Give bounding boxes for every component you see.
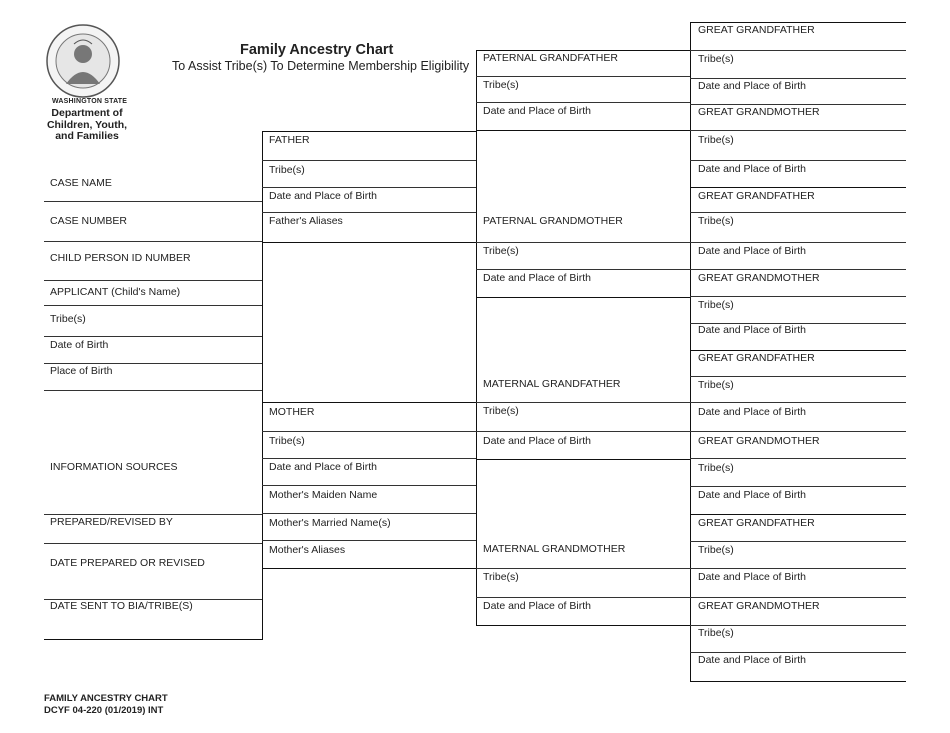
pgf-birth-label: Date and Place of Birth <box>483 105 591 117</box>
ggf1-name-field[interactable] <box>690 50 906 51</box>
mgm-tribes-field[interactable] <box>476 597 690 598</box>
mother-birth-field[interactable] <box>262 485 476 486</box>
page-subtitle: To Assist Tribe(s) To Determine Membership Eligibility <box>172 59 470 73</box>
ggf3-name-field[interactable] <box>690 376 906 377</box>
ggf1-label: GREAT GRANDFATHER <box>698 24 815 36</box>
agency-name-line1: Department of <box>51 107 123 119</box>
pgf-top-rule <box>476 50 690 51</box>
father-top-rule <box>262 131 476 132</box>
father-name-field[interactable] <box>262 160 476 161</box>
ggm3-name-field[interactable] <box>690 458 906 459</box>
great-grandparents-column-divider <box>690 22 691 682</box>
ggf2-tribes-field[interactable] <box>690 242 906 243</box>
pgf-name-field[interactable] <box>476 76 690 77</box>
applicant-pob-field[interactable] <box>44 390 263 391</box>
ggm1-birth-field[interactable] <box>690 187 906 188</box>
mother-birth-label: Date and Place of Birth <box>269 461 377 473</box>
ggf3-birth-label: Date and Place of Birth <box>698 406 806 418</box>
mother-married-label: Mother's Married Name(s) <box>269 517 391 529</box>
ggm3-birth-label: Date and Place of Birth <box>698 489 806 501</box>
ggm3-birth-field[interactable] <box>690 514 906 515</box>
ggf3-label: GREAT GRANDFATHER <box>698 352 815 364</box>
mgf-tribes-label: Tribe(s) <box>483 405 519 417</box>
info-sources-label: INFORMATION SOURCES <box>50 461 178 473</box>
ggm3-label: GREAT GRANDMOTHER <box>698 435 820 447</box>
ggm4-birth-label: Date and Place of Birth <box>698 654 806 666</box>
ggm3-tribes-label: Tribe(s) <box>698 462 734 474</box>
pgm-label: PATERNAL GRANDMOTHER <box>483 215 623 227</box>
info-sources-field[interactable] <box>44 514 263 515</box>
ggm4-tribes-label: Tribe(s) <box>698 627 734 639</box>
ggf1-tribes-label: Tribe(s) <box>698 53 734 65</box>
agency-name-line3: and Families <box>55 130 119 142</box>
state-seal-icon <box>44 22 122 100</box>
mgf-label: MATERNAL GRANDFATHER <box>483 378 621 390</box>
pgm-tribes-label: Tribe(s) <box>483 245 519 257</box>
applicant-label: APPLICANT (Child's Name) <box>50 286 181 298</box>
ggf1-top-rule <box>690 22 906 23</box>
father-birth-label: Date and Place of Birth <box>269 190 377 202</box>
ggm2-birth-field[interactable] <box>690 350 906 351</box>
father-label: FATHER <box>269 134 310 146</box>
pgf-tribes-field[interactable] <box>476 102 690 103</box>
pgm-tribes-field[interactable] <box>476 269 690 270</box>
applicant-pob-label: Place of Birth <box>50 365 113 377</box>
ggm1-name-field[interactable] <box>690 130 906 131</box>
form-footer-code: DCYF 04-220 (01/2019) INT <box>44 705 164 716</box>
case-name-field[interactable] <box>44 201 263 202</box>
father-aliases-label: Father's Aliases <box>269 215 343 227</box>
mother-top-rule <box>262 402 476 403</box>
mother-tribes-label: Tribe(s) <box>269 435 305 447</box>
case-number-label: CASE NUMBER <box>50 215 128 227</box>
ggf2-birth-field[interactable] <box>690 269 906 270</box>
child-id-label: CHILD PERSON ID NUMBER <box>50 252 191 264</box>
ggm4-name-field[interactable] <box>690 625 906 626</box>
mother-aliases-label: Mother's Aliases <box>269 544 346 556</box>
mgm-birth-field[interactable] <box>476 625 690 626</box>
mgm-label: MATERNAL GRANDMOTHER <box>483 543 626 555</box>
applicant-tribes-label: Tribe(s) <box>50 313 86 325</box>
ggf3-tribes-label: Tribe(s) <box>698 379 734 391</box>
ggm2-label: GREAT GRANDMOTHER <box>698 272 820 284</box>
mgm-tribes-label: Tribe(s) <box>483 571 519 583</box>
ggf1-tribes-field[interactable] <box>690 78 906 79</box>
ggm4-birth-field[interactable] <box>690 681 906 682</box>
father-tribes-field[interactable] <box>262 187 476 188</box>
ggm4-tribes-field[interactable] <box>690 652 906 653</box>
ggf2-label: GREAT GRANDFATHER <box>698 190 815 202</box>
applicant-tribes-field[interactable] <box>44 336 263 337</box>
page-title: Family Ancestry Chart <box>240 42 394 58</box>
applicant-field[interactable] <box>44 305 263 306</box>
mother-tribes-field[interactable] <box>262 458 476 459</box>
ggf4-tribes-field[interactable] <box>690 568 906 569</box>
prepared-by-label: PREPARED/REVISED BY <box>50 516 173 528</box>
mgm-birth-label: Date and Place of Birth <box>483 600 591 612</box>
ggf1-birth-field[interactable] <box>690 104 906 105</box>
date-sent-field[interactable] <box>44 639 263 640</box>
ggm2-tribes-label: Tribe(s) <box>698 299 734 311</box>
ggf1-birth-label: Date and Place of Birth <box>698 80 806 92</box>
ggf4-tribes-label: Tribe(s) <box>698 544 734 556</box>
ggf3-birth-field[interactable] <box>690 431 906 432</box>
father-aliases-field[interactable] <box>262 242 476 243</box>
applicant-dob-label: Date of Birth <box>50 339 109 351</box>
ggm1-birth-label: Date and Place of Birth <box>698 163 806 175</box>
ggf4-birth-label: Date and Place of Birth <box>698 571 806 583</box>
prepared-by-field[interactable] <box>44 543 263 544</box>
father-tribes-label: Tribe(s) <box>269 164 305 176</box>
ggf2-birth-label: Date and Place of Birth <box>698 245 806 257</box>
case-number-field[interactable] <box>44 241 263 242</box>
mother-married-field[interactable] <box>262 540 476 541</box>
pgm-birth-field[interactable] <box>476 297 690 298</box>
pgf-label: PATERNAL GRANDFATHER <box>483 52 618 64</box>
ggm2-birth-label: Date and Place of Birth <box>698 324 806 336</box>
date-prepared-label: DATE PREPARED OR REVISED <box>50 557 205 569</box>
ggm1-tribes-label: Tribe(s) <box>698 134 734 146</box>
mother-label: MOTHER <box>269 406 315 418</box>
mother-maiden-field[interactable] <box>262 513 476 514</box>
ggf4-name-field[interactable] <box>690 541 906 542</box>
pgm-name-field[interactable] <box>476 242 690 243</box>
ggm1-tribes-field[interactable] <box>690 160 906 161</box>
ggm3-tribes-field[interactable] <box>690 486 906 487</box>
parents-column-divider <box>262 131 263 640</box>
date-sent-label: DATE SENT TO BIA/TRIBE(S) <box>50 600 193 612</box>
ggm1-label: GREAT GRANDMOTHER <box>698 106 820 118</box>
mgm-name-field[interactable] <box>476 568 690 569</box>
form-footer-title: FAMILY ANCESTRY CHART <box>44 693 168 704</box>
mother-aliases-field[interactable] <box>262 568 476 569</box>
pgf-birth-field[interactable] <box>476 130 690 131</box>
child-id-field[interactable] <box>44 280 263 281</box>
ggf4-birth-field[interactable] <box>690 597 906 598</box>
applicant-dob-field[interactable] <box>44 363 263 364</box>
mother-maiden-label: Mother's Maiden Name <box>269 489 378 501</box>
mgf-tribes-field[interactable] <box>476 431 690 432</box>
mgf-name-field[interactable] <box>476 402 690 403</box>
ggf4-label: GREAT GRANDFATHER <box>698 517 815 529</box>
pgf-tribes-label: Tribe(s) <box>483 79 519 91</box>
agency-state: WASHINGTON STATE <box>52 98 128 105</box>
father-birth-field[interactable] <box>262 212 476 213</box>
case-name-label: CASE NAME <box>50 177 112 189</box>
ggm2-name-field[interactable] <box>690 296 906 297</box>
mgf-birth-label: Date and Place of Birth <box>483 435 591 447</box>
agency-name-line2: Children, Youth, <box>46 119 128 131</box>
ggf2-tribes-label: Tribe(s) <box>698 215 734 227</box>
mgf-birth-field[interactable] <box>476 459 690 460</box>
ggf3-tribes-field[interactable] <box>690 402 906 403</box>
ggf2-name-field[interactable] <box>690 212 906 213</box>
ggm4-label: GREAT GRANDMOTHER <box>698 600 820 612</box>
pgm-birth-label: Date and Place of Birth <box>483 272 591 284</box>
grandparents-column-divider <box>476 50 477 626</box>
mother-name-field[interactable] <box>262 431 476 432</box>
